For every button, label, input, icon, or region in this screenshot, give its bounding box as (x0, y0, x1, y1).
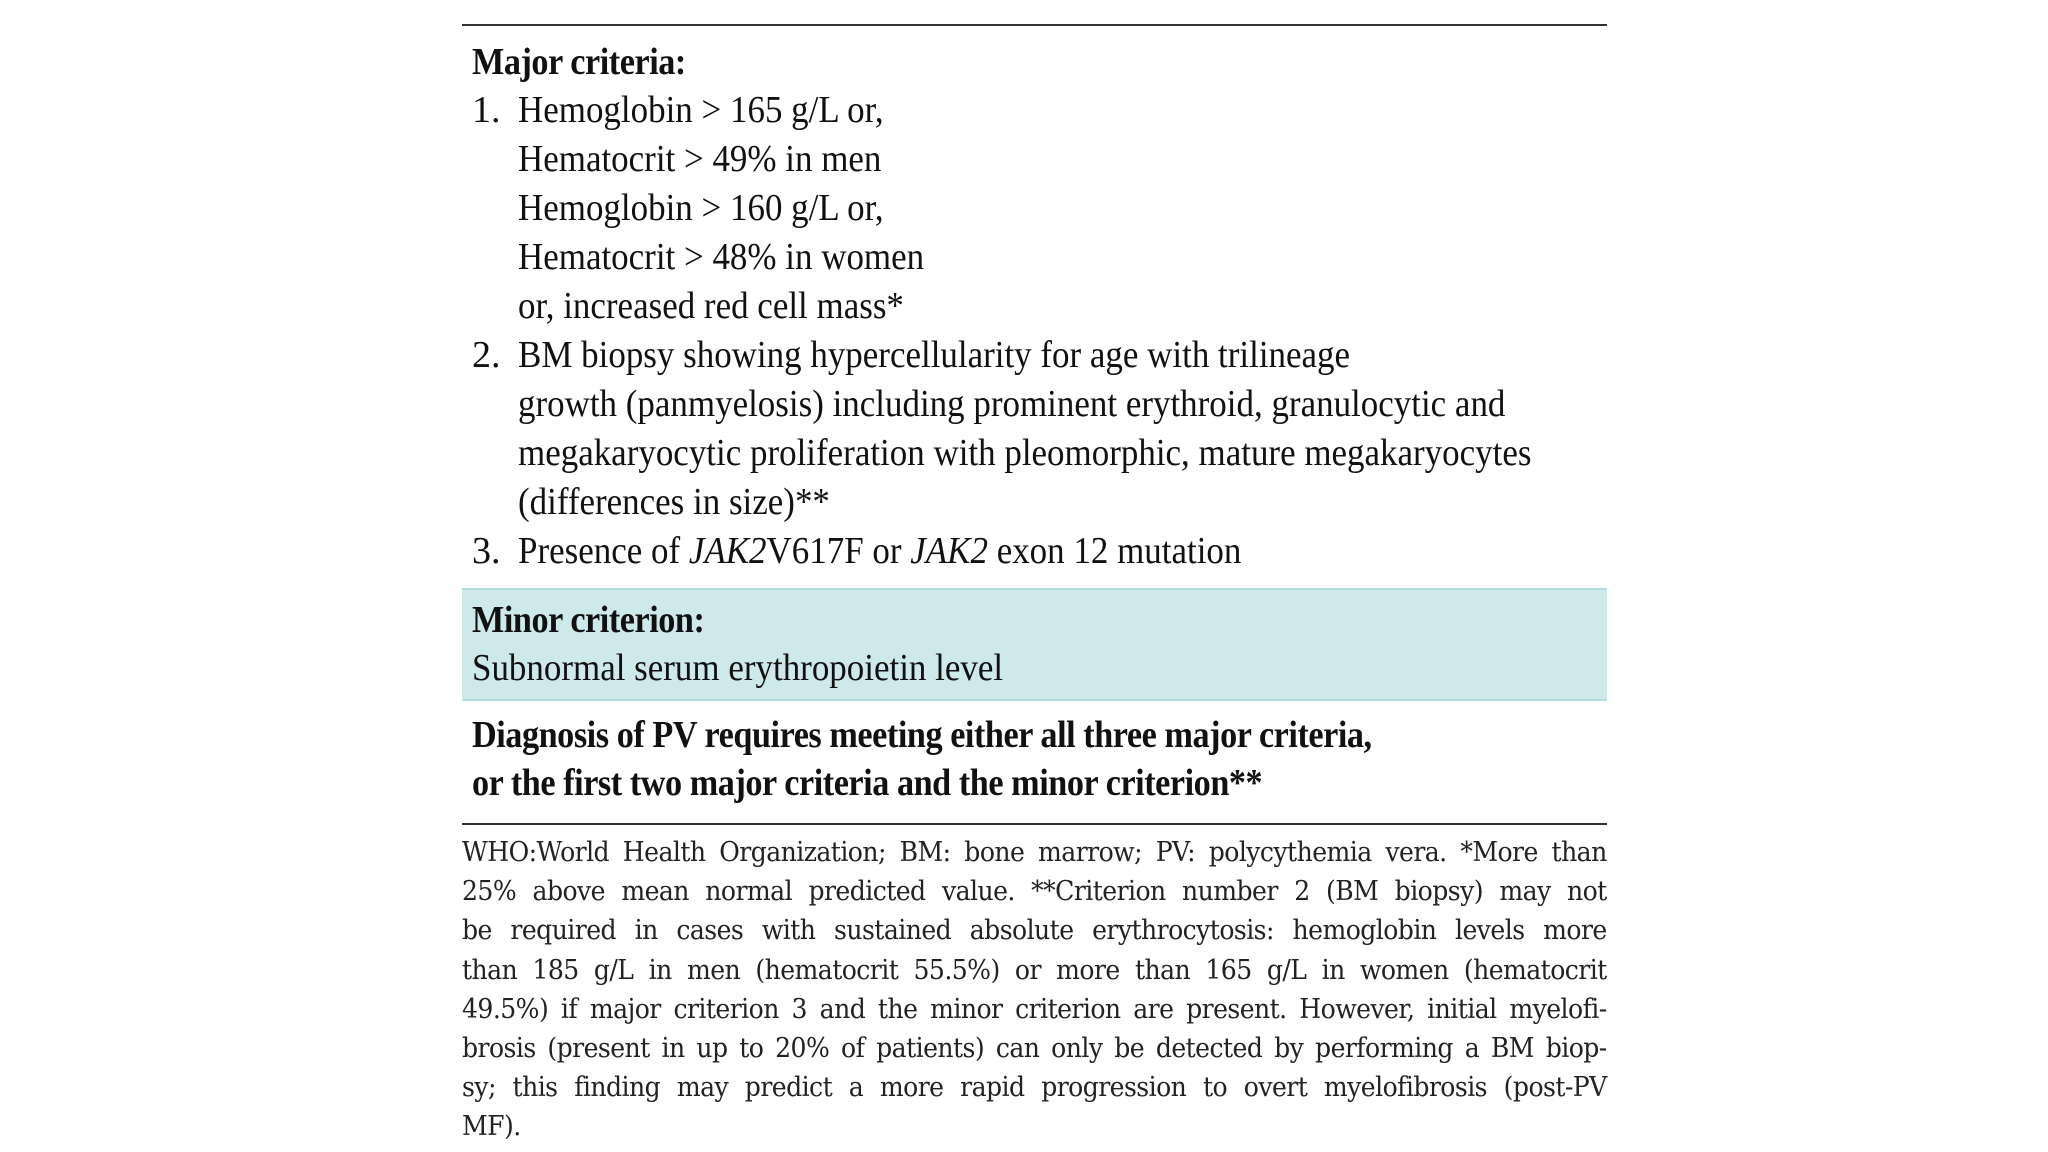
text-segment: V617F or (766, 530, 911, 572)
footnote-line: brosis (present in up to 20% of patients) can only be detected by performing a BM biop- (462, 1033, 1607, 1065)
gene-name: JAK2 (688, 530, 767, 572)
criterion-3 (472, 527, 1597, 576)
footnote-line: sy; this finding may predict a more rapid progression to overt myelofibrosis (post-PV (462, 1072, 1607, 1104)
criterion-line: Hemoglobin > 165 g/L or, (518, 89, 884, 131)
diagnosis-line: or the first two major criteria and the minor criterion** (472, 762, 1263, 804)
footnote (462, 825, 1607, 1147)
criterion-number: 2. (472, 334, 501, 376)
minor-criterion-heading: Minor criterion: (472, 599, 705, 641)
criterion-text (518, 527, 1597, 576)
criterion-line: or, increased red cell mass* (518, 285, 904, 327)
criterion-line (518, 527, 1511, 576)
minor-criterion-text: Subnormal serum erythropoietin level (472, 647, 1004, 689)
text-segment: Presence of (518, 530, 689, 572)
footnote-line: 49.5%) if major criterion 3 and the minor criterion are present. However, initial myelofi- (462, 993, 1607, 1025)
criterion-line: Hematocrit > 48% in women (518, 236, 925, 278)
diagnosis-section (462, 701, 1607, 823)
major-criteria-section (462, 26, 1607, 588)
criterion-text (518, 331, 1620, 527)
criterion-line: Hemoglobin > 160 g/L or, (518, 187, 884, 229)
diagnosis-line: Diagnosis of PV requires meeting either all three major criteria, (472, 714, 1372, 756)
gene-name: JAK2 (910, 530, 988, 572)
criteria-table (462, 24, 1607, 1147)
criterion-2 (472, 331, 1597, 527)
major-criteria-heading: Major criteria: (472, 41, 686, 83)
criterion-number: 3. (472, 530, 501, 572)
text-segment: exon 12 mutation (987, 530, 1242, 572)
criterion-1 (472, 86, 1597, 331)
major-criteria-list (472, 86, 1597, 576)
criterion-line: (differences in size)** (518, 481, 830, 523)
criterion-line: Hematocrit > 49% in men (518, 138, 882, 180)
criterion-line: growth (panmyelosis) including prominent erythroid, granulocytic and (518, 383, 1506, 425)
criterion-line: megakaryocytic proliferation with pleomorphic, mature megakaryocytes (518, 432, 1532, 474)
criterion-line: BM biopsy showing hypercellularity for age with trilineage (518, 334, 1351, 376)
criterion-text (518, 86, 1597, 331)
footnote-line: be required in cases with sustained absolute erythrocytosis: hemoglobin levels more (462, 915, 1607, 947)
criterion-number: 1. (472, 89, 501, 131)
footnote-line: MF). (462, 1111, 521, 1143)
footnote-line: WHO:World Health Organization; BM: bone marrow; PV: polycythemia vera. *More than (462, 837, 1607, 868)
minor-criterion-section (462, 588, 1607, 701)
footnote-line: 25% above mean normal predicted value. **Criterion number 2 (BM biopsy) may not (462, 876, 1607, 908)
footnote-line: than 185 g/L in men (hematocrit 55.5%) or more than 165 g/L in women (hematocrit (462, 954, 1607, 986)
